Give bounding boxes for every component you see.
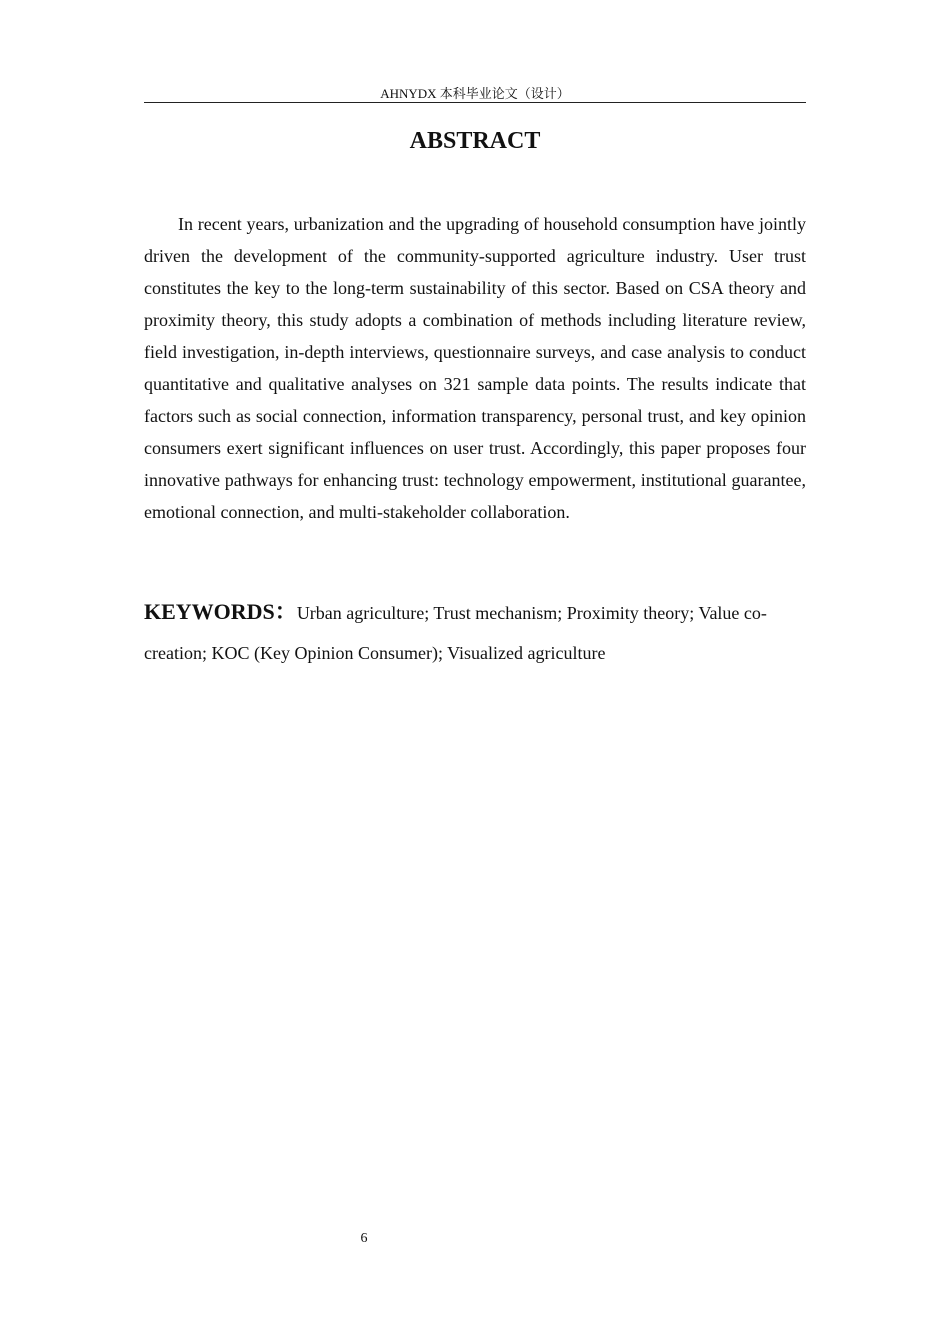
- abstract-title: ABSTRACT: [409, 128, 541, 154]
- page-number: 6: [360, 1231, 368, 1246]
- keywords-text: Urban agriculture; Trust mechanism; Proximity theory; Value co-creation; KOC (Key Opinion Consumer); Visualized agriculture: [144, 603, 767, 663]
- keywords-label: KEYWORDS：: [144, 599, 297, 624]
- running-header: AHNYDX 本科毕业论文（设计）: [144, 86, 806, 103]
- abstract-body: In recent years, urbanization and the upgrading of household consumption have jointly driven the development of the community-supported agriculture industry. User trust constitutes the key to the long-term sustainability of this sector. Based on CSA theory and proximity theory, this study adopts a combination of methods including literature review, field investigation, in-depth interviews, questionnaire surveys, and case analysis to conduct quantitative and qualitative analyses on 321 sample data points. The results indicate that factors such as social connection, information transparency, personal trust, and key opinion consumers exert significant influences on user trust. Accordingly, this paper proposes four innovative pathways for enhancing trust: technology empowerment, institutional guarantee, emotional connection, and multi-stakeholder collaboration.: [144, 214, 806, 522]
- keywords-line: [144, 592, 806, 673]
